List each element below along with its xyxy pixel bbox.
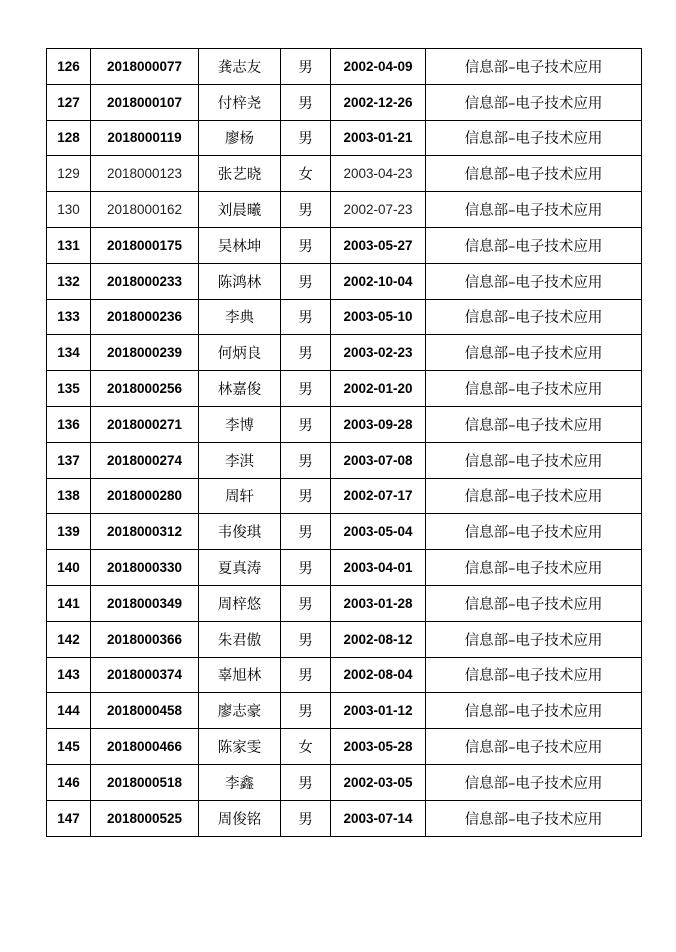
student-id: 2018000233 [91,263,199,299]
department-major: 信息部–电子技术应用 [426,227,642,263]
student-id: 2018000280 [91,478,199,514]
table-row [47,657,642,693]
student-name: 刘晨曦 [199,192,281,228]
student-name: 李典 [199,299,281,335]
student-gender: 男 [281,227,331,263]
department-major: 信息部–电子技术应用 [426,550,642,586]
student-name: 付梓尧 [199,84,281,120]
student-id: 2018000312 [91,514,199,550]
student-id: 2018000366 [91,621,199,657]
student-name: 何炳良 [199,335,281,371]
table-row [47,621,642,657]
table-row [47,335,642,371]
department-major: 信息部–电子技术应用 [426,156,642,192]
row-number: 144 [47,693,91,729]
department-major: 信息部–电子技术应用 [426,585,642,621]
student-name: 廖杨 [199,120,281,156]
student-gender: 男 [281,478,331,514]
department-major: 信息部–电子技术应用 [426,49,642,85]
student-name: 李鑫 [199,764,281,800]
student-gender: 男 [281,693,331,729]
student-id: 2018000123 [91,156,199,192]
table-row [47,478,642,514]
table-row [47,585,642,621]
student-name: 廖志豪 [199,693,281,729]
student-name: 韦俊琪 [199,514,281,550]
department-major: 信息部–电子技术应用 [426,657,642,693]
student-id: 2018000518 [91,764,199,800]
student-gender: 男 [281,585,331,621]
student-roster-table [46,48,642,837]
row-number: 141 [47,585,91,621]
table-row [47,514,642,550]
row-number: 142 [47,621,91,657]
birth-date: 2003-04-23 [331,156,426,192]
table-row [47,550,642,586]
row-number: 147 [47,800,91,836]
student-gender: 男 [281,335,331,371]
table-row [47,263,642,299]
row-number: 136 [47,406,91,442]
student-id: 2018000239 [91,335,199,371]
department-major: 信息部–电子技术应用 [426,192,642,228]
birth-date: 2003-01-28 [331,585,426,621]
birth-date: 2002-04-09 [331,49,426,85]
student-gender: 男 [281,406,331,442]
student-gender: 男 [281,49,331,85]
student-id: 2018000256 [91,371,199,407]
table-row [47,192,642,228]
student-gender: 男 [281,442,331,478]
table-row [47,442,642,478]
birth-date: 2002-07-17 [331,478,426,514]
department-major: 信息部–电子技术应用 [426,514,642,550]
row-number: 145 [47,729,91,765]
student-id: 2018000374 [91,657,199,693]
row-number: 146 [47,764,91,800]
row-number: 127 [47,84,91,120]
department-major: 信息部–电子技术应用 [426,84,642,120]
row-number: 130 [47,192,91,228]
student-name: 陈鸿林 [199,263,281,299]
row-number: 128 [47,120,91,156]
student-id: 2018000175 [91,227,199,263]
student-gender: 男 [281,84,331,120]
student-gender: 女 [281,729,331,765]
student-name: 吴林坤 [199,227,281,263]
student-id: 2018000466 [91,729,199,765]
birth-date: 2003-05-04 [331,514,426,550]
department-major: 信息部–电子技术应用 [426,120,642,156]
student-gender: 男 [281,371,331,407]
row-number: 133 [47,299,91,335]
student-name: 张艺晓 [199,156,281,192]
student-id: 2018000077 [91,49,199,85]
department-major: 信息部–电子技术应用 [426,406,642,442]
birth-date: 2003-09-28 [331,406,426,442]
table-row [47,693,642,729]
row-number: 143 [47,657,91,693]
row-number: 140 [47,550,91,586]
department-major: 信息部–电子技术应用 [426,729,642,765]
birth-date: 2003-04-01 [331,550,426,586]
department-major: 信息部–电子技术应用 [426,693,642,729]
department-major: 信息部–电子技术应用 [426,335,642,371]
student-id: 2018000330 [91,550,199,586]
birth-date: 2003-01-21 [331,120,426,156]
student-id: 2018000349 [91,585,199,621]
birth-date: 2003-02-23 [331,335,426,371]
student-gender: 男 [281,192,331,228]
table-row [47,49,642,85]
department-major: 信息部–电子技术应用 [426,371,642,407]
department-major: 信息部–电子技术应用 [426,621,642,657]
row-number: 139 [47,514,91,550]
student-name: 周轩 [199,478,281,514]
student-id: 2018000236 [91,299,199,335]
birth-date: 2002-10-04 [331,263,426,299]
student-name: 朱君傲 [199,621,281,657]
table-row [47,227,642,263]
student-name: 周俊铭 [199,800,281,836]
birth-date: 2003-07-08 [331,442,426,478]
birth-date: 2003-05-27 [331,227,426,263]
student-gender: 男 [281,764,331,800]
student-name: 林嘉俊 [199,371,281,407]
student-gender: 男 [281,550,331,586]
student-gender: 男 [281,263,331,299]
birth-date: 2002-08-04 [331,657,426,693]
student-id: 2018000274 [91,442,199,478]
student-gender: 男 [281,800,331,836]
row-number: 129 [47,156,91,192]
student-id: 2018000458 [91,693,199,729]
department-major: 信息部–电子技术应用 [426,299,642,335]
row-number: 132 [47,263,91,299]
row-number: 131 [47,227,91,263]
student-roster-sheet [46,48,641,837]
student-gender: 男 [281,120,331,156]
student-name: 夏真涛 [199,550,281,586]
department-major: 信息部–电子技术应用 [426,442,642,478]
table-row [47,406,642,442]
student-id: 2018000271 [91,406,199,442]
birth-date: 2003-01-12 [331,693,426,729]
table-row [47,156,642,192]
table-row [47,764,642,800]
student-name: 辜旭林 [199,657,281,693]
department-major: 信息部–电子技术应用 [426,764,642,800]
table-row [47,800,642,836]
student-id: 2018000107 [91,84,199,120]
table-row [47,729,642,765]
table-row [47,299,642,335]
table-row [47,371,642,407]
table-row [47,120,642,156]
row-number: 126 [47,49,91,85]
birth-date: 2002-07-23 [331,192,426,228]
birth-date: 2002-03-05 [331,764,426,800]
student-id: 2018000525 [91,800,199,836]
birth-date: 2003-05-10 [331,299,426,335]
student-name: 陈家雯 [199,729,281,765]
student-gender: 男 [281,621,331,657]
student-gender: 男 [281,657,331,693]
student-name: 李博 [199,406,281,442]
student-id: 2018000119 [91,120,199,156]
row-number: 137 [47,442,91,478]
department-major: 信息部–电子技术应用 [426,478,642,514]
student-gender: 男 [281,299,331,335]
student-gender: 女 [281,156,331,192]
birth-date: 2003-07-14 [331,800,426,836]
student-name: 龚志友 [199,49,281,85]
student-name: 李淇 [199,442,281,478]
birth-date: 2002-01-20 [331,371,426,407]
student-id: 2018000162 [91,192,199,228]
roster-body [47,49,642,837]
birth-date: 2003-05-28 [331,729,426,765]
department-major: 信息部–电子技术应用 [426,800,642,836]
student-name: 周梓悠 [199,585,281,621]
table-row [47,84,642,120]
student-gender: 男 [281,514,331,550]
birth-date: 2002-08-12 [331,621,426,657]
birth-date: 2002-12-26 [331,84,426,120]
row-number: 134 [47,335,91,371]
row-number: 138 [47,478,91,514]
department-major: 信息部–电子技术应用 [426,263,642,299]
row-number: 135 [47,371,91,407]
